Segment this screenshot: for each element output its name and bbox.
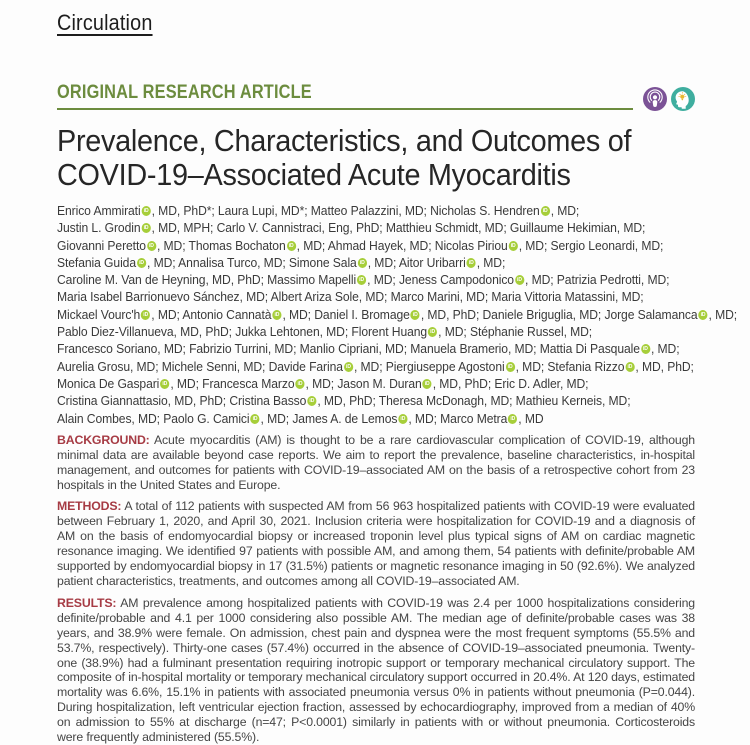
abstract-paragraph: RESULTS: AM prevalence among hospitalized patients with COVID-19 was 2.4 per 1000 hospitalizations considering definite/probable and 4.1 per 1000 considering also possible AM. The median age of definite/probable cases was 38 years, and 38.9% were female. On admission, chest pain and dyspnea were the most frequent symptoms (55.5% and 53.7%, respectively). Thirty-one cases (57.4%) occurred in the absence of COVID-19–associated pneumonia. Twenty-one (38.9%) had a fulminant presentation requiring inotropic support or temporary mechanical circulatory support. The composite of in-hospital mortality or temporary mechanical circulatory support occurred in 20.4%. At 120 days, estimated mortality was 6.6%, 15.1% in patients with associated pneumonia versus 0% in patients without pneumonia (P=0.044). During hospitalization, left ventricular ejection fraction, assessed by echocardiography, improved from a median of 40% on admission to 55% at discharge (n=47; P<0.0001) similarly in patients with or without pneumonia. Corticosteroids were frequently administered (55.5%). (57, 595, 695, 745)
author-line: Justin L. Grodin iD , MD, MPH; Carlo V. Cannistraci, Eng, PhD; Matthieu Schmidt, MD; Guillaume Hekimian, MD; (57, 220, 646, 236)
section-label: RESULTS: (57, 595, 117, 610)
kicker-rule (57, 82, 633, 110)
orcid-icon[interactable]: iD (641, 344, 650, 354)
orcid-icon[interactable]: iD (625, 362, 634, 372)
author-line: Francesco Soriano, MD; Fabrizio Turrini, MD; Manlio Cipriani, MD; Manuela Bramerio, MD; Mattia Di Pasquale iD , MD; (57, 341, 680, 357)
journal-masthead (57, 10, 695, 36)
orcid-icon[interactable]: iD (357, 275, 366, 285)
orcid-icon[interactable]: iD (250, 414, 259, 424)
title-line-1: Prevalence, Characteristics, and Outcomes of (57, 123, 632, 158)
orcid-icon[interactable]: iD (160, 379, 169, 389)
orcid-icon[interactable]: iD (506, 362, 515, 372)
author-line: Giovanni Peretto iD , MD; Thomas Bochaton iD , MD; Ahmad Hayek, MD; Nicolas Piriou iD , MD; Sergio Leonardi, MD; (57, 237, 664, 253)
article-title (57, 124, 699, 192)
orcid-icon[interactable]: iD (411, 310, 420, 320)
orcid-icon[interactable]: iD (141, 223, 150, 233)
abstract-paragraph: BACKGROUND: Acute myocarditis (AM) is thought to be a rare cardiovascular complication of COVID-19, although minimal data are available beyond case reports. We aim to report the prevalence, baseline characteristics, in-hospital management, and outcomes for patients with COVID-19–associated AM on the basis of a retrospective cohort from 23 hospitals in the United States and Europe. (57, 432, 695, 492)
orcid-icon[interactable]: iD (141, 310, 150, 320)
author-line: Mickael Vourc'h iD , MD; Antonio Cannatà iD , MD; Daniel I. Bromage iD , MD, PhD; Daniele Briguglia, MD; Jorge Salamanca iD , MD; (57, 306, 738, 322)
author-line: Maria Isabel Barrionuevo Sánchez, MD; Albert Ariza Sole, MD; Marco Marini, MD; Maria Vittoria Matassini, MD; (57, 289, 644, 305)
orcid-icon[interactable]: iD (344, 362, 353, 372)
orcid-icon[interactable]: iD (137, 258, 146, 268)
author-line: Monica De Gaspari iD , MD; Francesca Marzo iD , MD; Jason M. Duran iD , MD, PhD; Eric D. Adler, MD; (57, 375, 589, 391)
section-label: BACKGROUND: (57, 432, 150, 447)
orcid-icon[interactable]: iD (541, 206, 550, 216)
orcid-icon[interactable]: iD (398, 414, 407, 424)
author-line: Alain Combes, MD; Paolo G. Camici iD , MD; James A. de Lemos iD , MD; Marco Metra iD , MD (57, 410, 544, 426)
orcid-icon[interactable]: iD (287, 241, 296, 251)
author-line: Caroline M. Van de Heyning, MD, PhD; Massimo Mapelli iD , MD; Jeness Campodonico iD , MD; Patrizia Pedrotti, MD; (57, 272, 670, 288)
orcid-icon[interactable]: iD (467, 258, 476, 268)
author-line: Stefania Guida iD , MD; Annalisa Turco, MD; Simone Sala iD , MD; Aitor Uribarri iD , MD; (57, 254, 506, 270)
orcid-icon[interactable]: iD (307, 396, 316, 406)
orcid-icon[interactable]: iD (515, 275, 524, 285)
orcid-icon[interactable]: iD (272, 310, 281, 320)
author-line: Pablo Diez-Villanueva, MD, PhD; Jukka Lehtonen, MD; Florent Huang iD , MD; Stéphanie Russel, MD; (57, 324, 593, 340)
author-line: Enrico Ammirati iD , MD, PhD*; Laura Lupi, MD*; Matteo Palazzini, MD; Nicholas S. Hendren iD , MD; (57, 203, 580, 218)
title-line-2: COVID-19–Associated Acute Myocarditis (57, 157, 571, 192)
journal-name-link[interactable]: Circulation (57, 10, 153, 35)
orcid-icon[interactable]: iD (698, 310, 707, 320)
orcid-icon[interactable]: iD (141, 206, 150, 216)
orcid-icon[interactable]: iD (358, 258, 367, 268)
orcid-icon[interactable]: iD (508, 414, 517, 424)
kicker-row (57, 82, 695, 110)
article-type-label: ORIGINAL RESEARCH ARTICLE (57, 82, 312, 103)
orcid-icon[interactable]: iD (423, 379, 432, 389)
author-list (57, 202, 738, 427)
author-line: Cristina Giannattasio, MD, PhD; Cristina Basso iD , MD, PhD; Theresa McDonagh, MD; Mathieu Kerneis, MD; (57, 393, 631, 409)
podcast-icon[interactable] (643, 87, 667, 111)
author-line: Aurelia Grosu, MD; Michele Senni, MD; Davide Farina iD , MD; Piergiuseppe Agostoni iD , MD; Stefania Rizzo iD , MD, PhD; (57, 358, 694, 374)
header-icons (643, 87, 695, 111)
orcid-icon[interactable]: iD (428, 327, 437, 337)
orcid-icon[interactable]: iD (295, 379, 304, 389)
abstract-paragraph: METHODS: A total of 112 patients with suspected AM from 56 963 hospitalized patients with COVID-19 were evaluated between February 1, 2020, and April 30, 2021. Inclusion criteria were hospitalization for COVID-19 and a diagnosis of AM on the basis of endomyocardial biopsy or increased troponin level plus typical signs of AM on cardiac magnetic resonance imaging. We identified 97 patients with possible AM, and among them, 54 patients with definite/probable AM supported by endomyocardial biopsy in 17 (31.5%) patients or magnetic resonance imaging in 50 (92.6%). We analyzed patient characteristics, treatments, and outcomes among all COVID-19–associated AM. (57, 499, 695, 589)
orcid-icon[interactable]: iD (509, 241, 518, 251)
orcid-icon[interactable]: iD (147, 241, 156, 251)
insight-icon[interactable] (671, 87, 695, 111)
abstract (57, 433, 695, 745)
section-label: METHODS: (57, 499, 122, 514)
